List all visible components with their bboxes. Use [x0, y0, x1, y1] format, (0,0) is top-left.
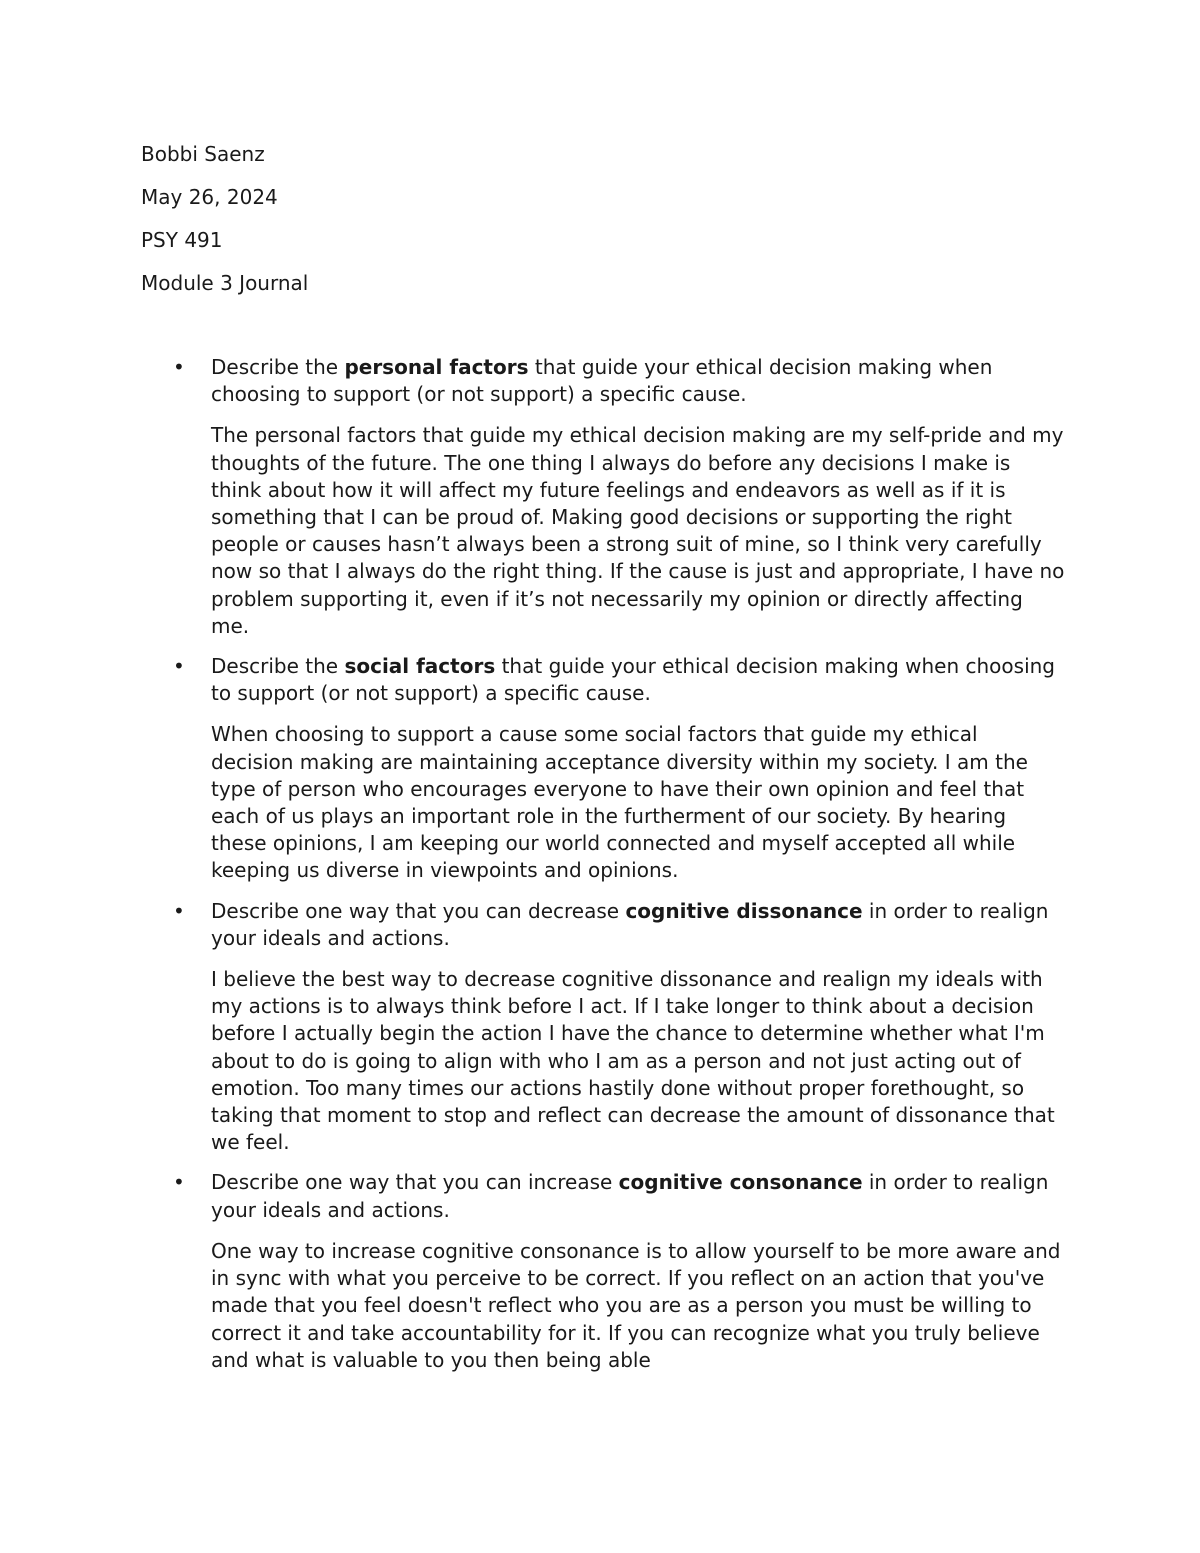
document-header: [141, 140, 1061, 312]
question-block-cognitive-dissonance: [141, 898, 1066, 1157]
question-prefix: Describe the: [211, 654, 345, 679]
answer-text: I believe the best way to decrease cognitive dissonance and realign my ideals with my actions is to always think before I act. If I take longer to think about a decision before I actually begin the action I have the chance to determine whether what I'm about to do is going to align with who I am as a person and not just acting out of emotion. Too many times our actions hastily done without proper forethought, so taking that moment to stop and reflect can decrease the amount of dissonance that we feel.: [211, 967, 1055, 1155]
answer-text: One way to increase cognitive consonance is to allow yourself to be more aware and in sync with what you perceive to be correct. If you reflect on an action that you've made that you feel doesn't reflect who you are as a person you must be willing to correct it and take accountability for it. If you can recognize what you truly believe and what is valuable to you then being able: [211, 1238, 1061, 1372]
question-block-social-factors: [141, 653, 1066, 885]
question-keyword: cognitive dissonance: [625, 898, 863, 923]
question-suffix: that guide your ethical decision making when choosing to support (or not support) a specific cause.: [211, 654, 1055, 706]
question-text: [211, 898, 1066, 952]
question-text: [211, 354, 1066, 408]
question-prefix: Describe the: [211, 355, 345, 379]
author-name: Bobbi Saenz: [141, 142, 265, 166]
question-keyword: personal factors: [344, 355, 529, 379]
question-block-cognitive-consonance: [141, 1169, 1066, 1373]
question-text: [211, 653, 1066, 707]
question-text: [211, 1169, 1066, 1223]
question-suffix: in order to realign your ideals and actions.: [211, 1170, 1049, 1222]
journal-content: [141, 354, 1066, 1387]
answer-text: When choosing to support a cause some social factors that guide my ethical decision making are maintaining acceptance diversity within my society. I am the type of person who encourages everyone to have their own opinion and feel that each of us plays an important role in the furtherment of our society. By hearing these opinions, I am keeping our world connected and myself accepted all while keeping us diverse in viewpoints and opinions.: [211, 722, 1028, 883]
question-keyword: social factors: [344, 654, 496, 679]
answer-text: The personal factors that guide my ethical decision making are my self-pride and my thoughts of the future. The one thing I always do before any decisions I make is think about how it will affect my future feelings and endeavors as well as if it is something that I can be proud of. Making good decisions or supporting the right people or causes hasn’t always been a strong suit of mine, so I think very carefully now so that I always do the right thing. If the cause is just and appropriate, I have no problem supporting it, even if it’s not necessarily my opinion or directly affecting me.: [211, 423, 1065, 638]
question-block-personal-factors: [141, 354, 1066, 640]
bullet-icon: •: [173, 355, 185, 379]
document-date: May 26, 2024: [141, 185, 278, 209]
bullet-icon: •: [173, 654, 185, 679]
bullet-icon: •: [173, 898, 185, 923]
question-suffix: that guide your ethical decision making when choosing to support (or not support) a specific cause.: [211, 355, 993, 407]
bullet-icon: •: [173, 1170, 185, 1195]
question-prefix: Describe one way that you can decrease: [211, 898, 626, 923]
question-keyword: cognitive consonance: [618, 1170, 863, 1195]
document-title: Module 3 Journal: [141, 271, 309, 295]
course-code: PSY 491: [141, 228, 223, 252]
question-suffix: in order to realign your ideals and actions.: [211, 898, 1049, 950]
question-prefix: Describe one way that you can increase: [211, 1170, 619, 1195]
